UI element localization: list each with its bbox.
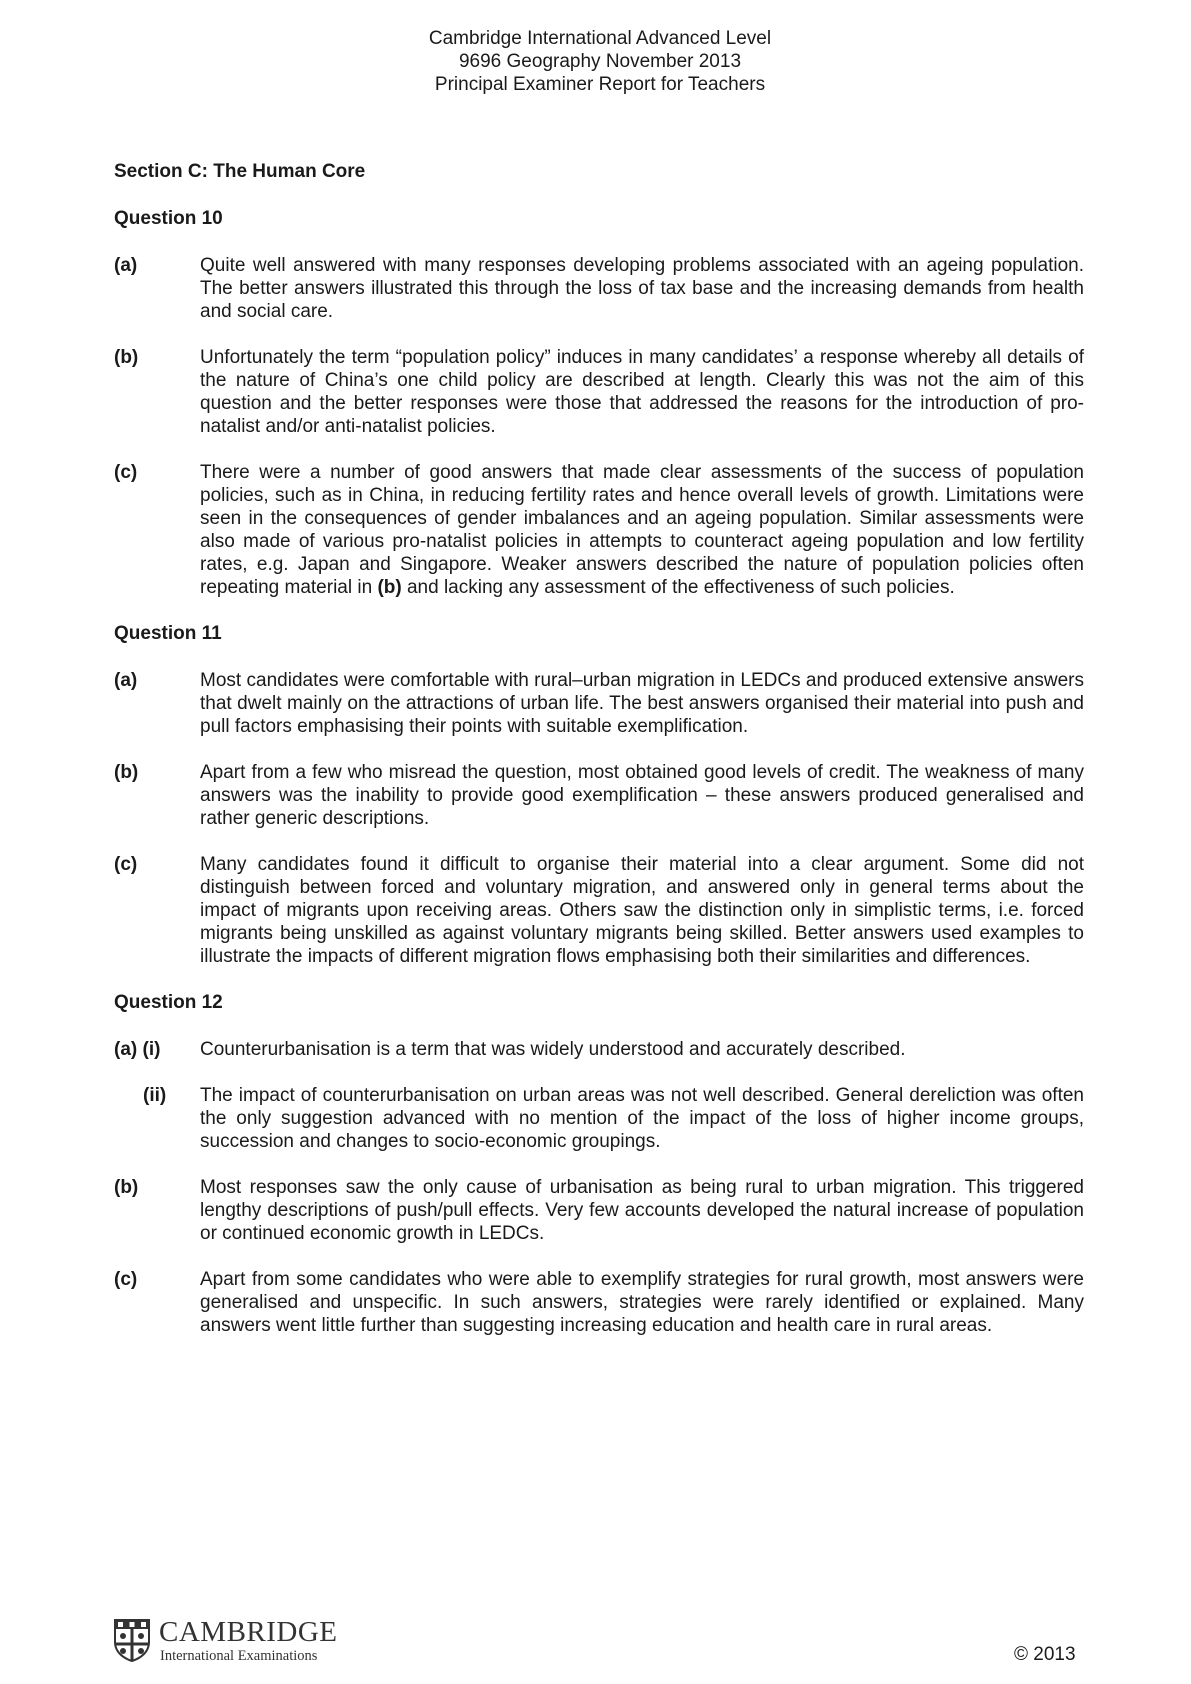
part-label: (b) bbox=[114, 347, 139, 368]
header-level: Cambridge International Advanced Level bbox=[428, 28, 772, 49]
question-part bbox=[114, 1084, 1084, 1153]
question-part bbox=[114, 669, 1084, 738]
part-text: Unfortunately the term “population policy” induces in many candidates’ a response whereby all details of the nature of China’s one child policy are described at length. Clearly this was not the aim of this question and the better responses were those that addressed the reasons for the introduction of pro-natalist and/or anti-natalist policies. bbox=[200, 347, 1084, 437]
logo-wordmark: CAMBRIDGE bbox=[159, 1616, 338, 1648]
question-part bbox=[114, 254, 1084, 323]
part-text: The impact of counterurbanisation on urban areas was not well described. General dereliction was often the only suggestion advanced with no mention of the impact of the loss of higher income groups, succession and changes to socio-economic groupings. bbox=[200, 1085, 1084, 1152]
part-label: (c) bbox=[114, 1269, 138, 1290]
part-label: (c) bbox=[114, 462, 138, 483]
part-label: (a) (i) bbox=[114, 1039, 161, 1060]
part-text-after: and lacking any assessment of the effectiveness of such policies. bbox=[401, 577, 955, 598]
part-text: Apart from a few who misread the question, most obtained good levels of credit. The weakness of many answers was the inability to provide good exemplification – these answers produced generalised and rather generic descriptions. bbox=[200, 762, 1084, 829]
cambridge-logo bbox=[113, 1616, 353, 1666]
question-part bbox=[114, 1268, 1084, 1337]
part-text-bold-ref: (b) bbox=[377, 577, 402, 598]
part-text: Many candidates found it difficult to organise their material into a clear argument. Some did not distinguish between forced and voluntary migration, and answered only in general terms about the impact of migrants upon receiving areas. Others saw the distinction only in simplistic terms, i.e. forced migrants being unskilled as against voluntary migrants being skilled. Better answers used examples to illustrate the impacts of different migration flows emphasising both their similarities and differences. bbox=[200, 854, 1084, 967]
part-label: (c) bbox=[114, 854, 138, 875]
header-report-type: Principal Examiner Report for Teachers bbox=[434, 74, 766, 95]
part-text: Counterurbanisation is a term that was widely understood and accurately described. bbox=[200, 1039, 906, 1060]
part-text-before: There were a number of good answers that made clear assessments of the success of population policies, such as in China, in reducing fertility rates and hence overall levels of growth. Limitations were seen in the consequences of gender imbalances and an ageing population. Similar assessments were also made of various pro-natalist policies in attempts to counteract ageing population and low fertility rates, e.g. Japan and Singapore. Weaker answers described the nature of population policies often repeating material in bbox=[200, 462, 1084, 598]
part-label: (b) bbox=[114, 762, 139, 783]
part-label: (a) bbox=[114, 670, 138, 691]
part-text: Most candidates were comfortable with rural–urban migration in LEDCs and produced extensive answers that dwelt mainly on the attractions of urban life. The best answers organised their material into push and pull factors emphasising their points with suitable exemplification. bbox=[200, 670, 1084, 737]
question-title: Question 10 bbox=[114, 208, 223, 229]
section-title: Section C: The Human Core bbox=[114, 161, 366, 182]
question-title: Question 11 bbox=[114, 623, 222, 644]
copyright-notice: © 2013 bbox=[1014, 1644, 1076, 1665]
question-part bbox=[114, 1038, 1084, 1061]
part-text: Most responses saw the only cause of urbanisation as being rural to urban migration. This triggered lengthy descriptions of push/pull effects. Very few accounts developed the natural increase of population or continued economic growth in LEDCs. bbox=[200, 1177, 1084, 1244]
shield-icon bbox=[113, 1618, 151, 1662]
question-part bbox=[114, 761, 1084, 830]
header-syllabus: 9696 Geography November 2013 bbox=[458, 51, 742, 72]
question-part bbox=[114, 461, 1084, 599]
part-label: (b) bbox=[114, 1177, 139, 1198]
report-body bbox=[114, 160, 1084, 1360]
part-text: Apart from some candidates who were able to exemplify strategies for rural growth, most answers were generalised and unspecific. In such answers, strategies were rarely identified or explained. Many answers went little further than suggesting increasing education and health care in rural areas. bbox=[200, 1269, 1084, 1336]
question-part bbox=[114, 853, 1084, 968]
report-header bbox=[0, 27, 1191, 96]
logo-subtitle: International Examinations bbox=[160, 1648, 318, 1664]
part-label: (ii) bbox=[143, 1085, 167, 1106]
part-text: Quite well answered with many responses developing problems associated with an ageing population. The better answers illustrated this through the loss of tax base and the increasing demands from health and social care. bbox=[200, 255, 1084, 322]
question-part bbox=[114, 346, 1084, 438]
question-title: Question 12 bbox=[114, 992, 223, 1013]
part-label: (a) bbox=[114, 255, 138, 276]
question-part bbox=[114, 1176, 1084, 1245]
part-text bbox=[200, 461, 1084, 599]
